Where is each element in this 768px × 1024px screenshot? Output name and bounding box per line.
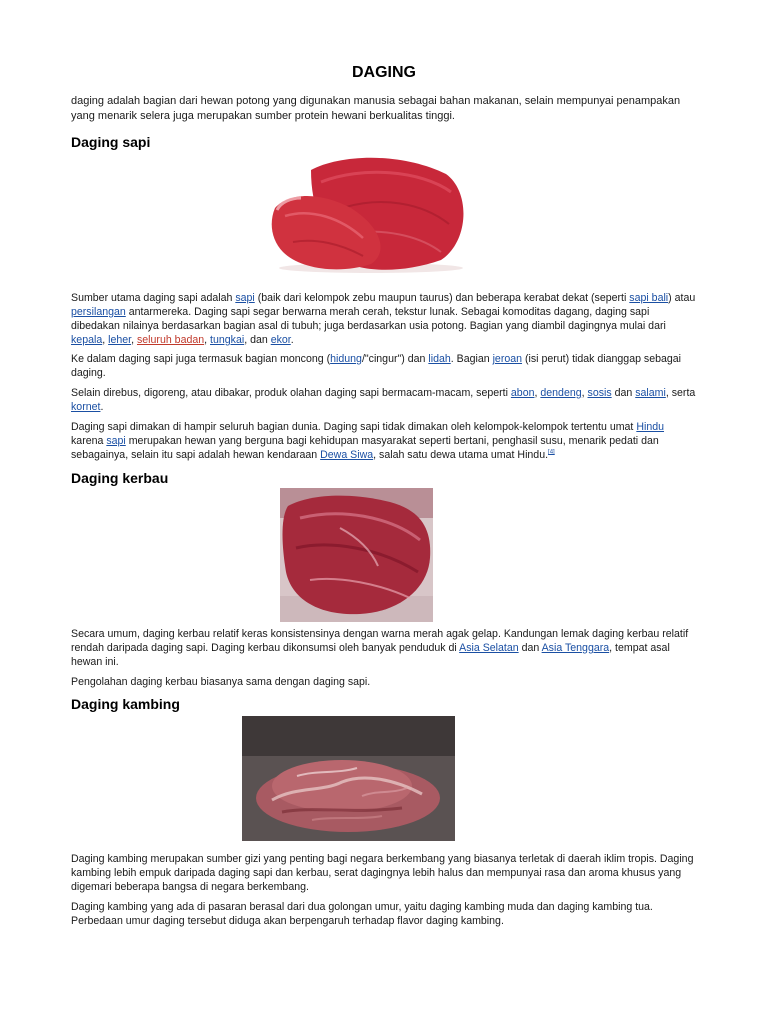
heading-daging-kambing: Daging kambing [71, 696, 180, 712]
link-kepala[interactable]: kepala [71, 334, 103, 346]
beef-photo [271, 152, 473, 274]
sapi-paragraph-1: Sumber utama daging sapi adalah sapi (baik dari kelompok zebu maupun taurus) dan beberapa kerabat dekat (seperti sapi bali) atau persilangan antarmereka. Daging sapi segar berwarna merah cerah, tekstur lunak. Sebagai komoditas dagang, daging sapi dibedakan nilainya berdasarkan bagian asal di tubuh; juga berdasarkan usia potong. Bagian yang diambil dagingnya mulai dari kepala, leher, seluruh badan, tungkai, dan ekor. [71, 292, 696, 346]
link-hidung[interactable]: hidung [330, 353, 362, 365]
kambing-paragraph-2: Daging kambing yang ada di pasaran berasal dari dua golongan umur, yaitu daging kambing muda dan daging kambing tua. Perbedaan umur daging tersebut diduga akan berpengaruh terhadap flavor daging kambing. [71, 901, 653, 927]
page-title: DAGING [352, 64, 416, 81]
intro-paragraph: daging adalah bagian dari hewan potong yang digunakan manusia sebagai bahan makanan, selain mempunyai penampakan yang menarik selera juga merupakan sumber protein hewani berkualitas tinggi. [71, 95, 681, 122]
heading-daging-kerbau: Daging kerbau [71, 470, 169, 486]
link-jeroan[interactable]: jeroan [492, 353, 523, 365]
goat-meat-photo [242, 716, 455, 841]
link-abon[interactable]: abon [510, 387, 535, 399]
link-persilangan[interactable]: persilangan [71, 306, 126, 318]
link-asia-selatan[interactable]: Asia Selatan [459, 642, 519, 654]
buffalo-meat-photo [280, 488, 433, 622]
link-salami[interactable]: salami [635, 387, 666, 399]
link-ekor[interactable]: ekor [270, 334, 291, 346]
sapi-paragraph-4: Daging sapi dimakan di hampir seluruh bagian dunia. Daging sapi tidak dimakan oleh kelompok-kelompok tertentu umat Hindu karena sapi merupakan hewan yang berguna bagi kehidupan masyarakat seperti bertani, penghasil susu, menarik pedati dan sebagainya, selain itu sapi adalah hewan kendaraan Dewa Siwa, salah satu dewa utama umat Hindu.[4] [71, 421, 665, 461]
kerbau-paragraph-1: Secara umum, daging kerbau relatif keras konsistensinya dengan warna merah agak gelap. Kandungan lemak daging kerbau relatif rendah daripada daging sapi. Daging kerbau dikonsumsi oleh banyak penduduk di Asia Selatan dan Asia Tenggara, tempat asal hewan ini. [71, 628, 689, 668]
link-sapi-2[interactable]: sapi [106, 435, 126, 447]
sapi-paragraph-2: Ke dalam daging sapi juga termasuk bagian moncong (hidung/"cingur") dan lidah. Bagian jeroan (isi perut) tidak dianggap sebagai daging. [71, 353, 682, 379]
kerbau-paragraph-2: Pengolahan daging kerbau biasanya sama dengan daging sapi. [71, 676, 371, 688]
link-sapi[interactable]: sapi [235, 292, 255, 304]
link-sosis[interactable]: sosis [587, 387, 612, 399]
heading-daging-sapi: Daging sapi [71, 134, 151, 150]
sapi-paragraph-3: Selain direbus, digoreng, atau dibakar, produk olahan daging sapi bermacam-macam, seperti abon, dendeng, sosis dan salami, serta kornet. [71, 387, 696, 413]
reference-link[interactable]: [4] [548, 449, 555, 456]
link-tungkai[interactable]: tungkai [210, 334, 245, 346]
kambing-paragraph-1: Daging kambing merupakan sumber gizi yang penting bagi negara berkembang yang biasanya terletak di daerah iklim tropis. Daging kambing lebih empuk daripada daging sapi dan kerbau, serat dagingnya lebih halus dan mempunyai rasa dan aroma khusus yang digemari beberapa bangsa di negara berkembang. [71, 853, 694, 893]
link-leher[interactable]: leher [108, 334, 132, 346]
link-hindu[interactable]: Hindu [636, 421, 665, 433]
link-lidah[interactable]: lidah [428, 353, 451, 365]
link-dendeng[interactable]: dendeng [540, 387, 582, 399]
link-asia-tenggara[interactable]: Asia Tenggara [541, 642, 610, 654]
link-kornet[interactable]: kornet [71, 401, 101, 413]
link-seluruh-badan[interactable]: seluruh badan [136, 334, 205, 346]
link-sapi-bali[interactable]: sapi bali [629, 292, 669, 304]
link-dewa-siwa[interactable]: Dewa Siwa [320, 449, 374, 461]
